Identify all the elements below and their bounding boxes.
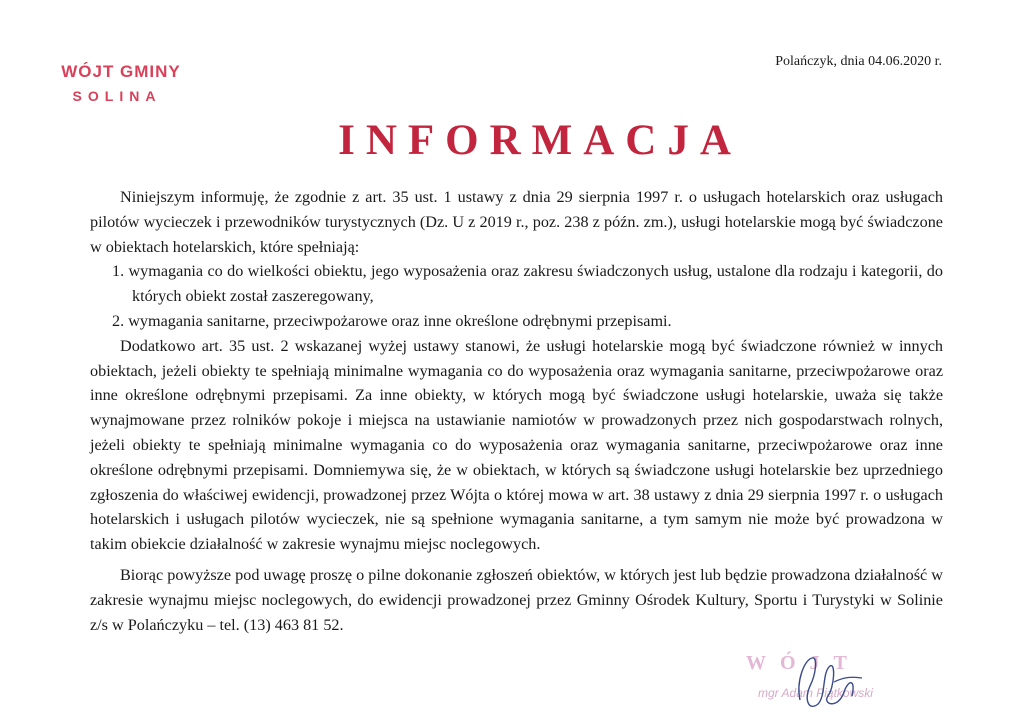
list-item-1: 1. wymagania co do wielkości obiektu, jego wyposażenia oraz zakresu świadczonych usług, ustalone dla rodzaju i kategorii, do których obiekt został zaszeregowany,	[112, 262, 943, 306]
issuer-stamp	[46, 62, 196, 104]
signature-stamp-name: mgr Adam Piątkowski	[758, 686, 873, 700]
paragraph-additional: Dodatkowo art. 35 ust. 2 wskazanej wyżej ustawy stanowi, że usługi hotelarskie mogą być świadczone również w innych obiektach, jeżeli obiekty te spełniają minimalne wymagania co do wyposażenia oraz wymagania sanitarne, przeciwpożarowe oraz inne określone odrębnymi przepisami. Za inne obiekty, w których mogą być świadczone usługi hotelarskie, uważa się także wynajmowane przez rolników pokoje i miejsca na ustawianie namiotów w prowadzonych przez nich gospodarstwach rolnych, jeżeli obiekty te spełniają minimalne wymagania co do wyposażenia oraz wymagania sanitarne, przeciwpożarowe oraz inne określone odrębnymi przepisami. Domniemywa się, że w obiektach, w których są świadczone usługi hotelarskie bez uprzedniego zgłoszenia do właściwej ewidencji, prowadzonej przez Wójta o której mowa w art. 38 ustawy z dnia 29 sierpnia 1997 r. o usługach hotelarskich i usługach pilotów wycieczek, nie są spełnione wymagania sanitarne, a tym samym nie może być prowadzona w takim obiekcie działalność w zakresie wynajmu miejsc noclegowych.	[90, 336, 943, 554]
paragraph-request: Biorąc powyższe pod uwagę proszę o pilne dokonanie zgłoszeń obiektów, w których jest lub będzie prowadzona działalność w zakresie wynajmu miejsc noclegowych, do ewidencji prowadzonej przez Gminny Ośrodek Kultury, Sportu i Turystyki w Solinie z/s w Polańczyku – tel. (13) 463 81 52.	[90, 565, 943, 634]
document-title: INFORMACJA	[338, 117, 742, 164]
signature-stamp-title: WÓJT	[746, 652, 861, 674]
issuer-stamp-line1: WÓJT GMINY	[61, 62, 181, 81]
signature-stamp	[738, 652, 918, 716]
paragraph-intro: Niniejszym informuję, że zgodnie z art. 35 ust. 1 ustawy z dnia 29 sierpnia 1997 r. o usługach hotelarskich oraz usługach pilotów wycieczek i przewodników turystycznych (Dz. U z 2019 r., poz. 238 z późn. zm.), usługi hotelarskie mogą być świadczone w obiektach hotelarskich, które spełniają:	[90, 188, 943, 256]
document-date: Polańczyk, dnia 04.06.2020 r.	[775, 54, 942, 69]
issuer-stamp-line2: SOLINA	[72, 88, 162, 104]
handwritten-signature	[738, 652, 918, 716]
list-item-2: 2. wymagania sanitarne, przeciwpożarowe oraz inne określone odrębnymi przepisami.	[112, 311, 672, 330]
document-body	[90, 185, 943, 637]
